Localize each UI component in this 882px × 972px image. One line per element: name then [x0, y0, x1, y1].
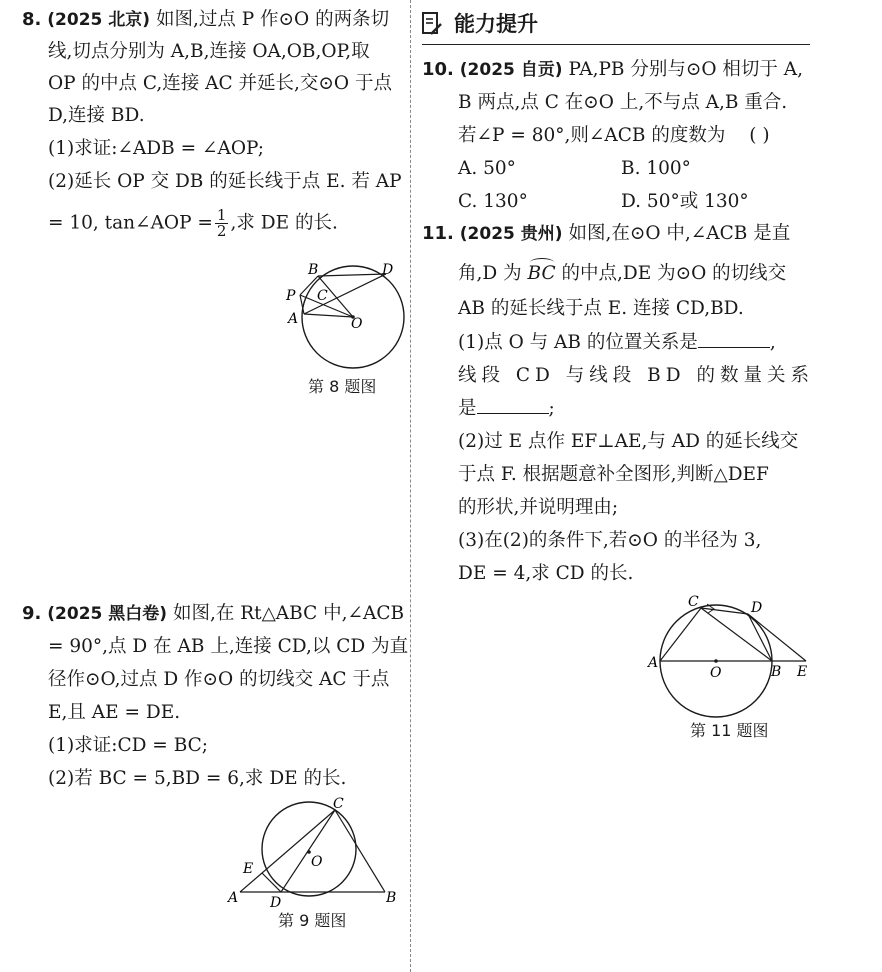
- q8-fraction: [215, 208, 229, 239]
- q9-label-E: E: [243, 861, 254, 877]
- q8-fraction-numerator: 1: [216, 206, 227, 224]
- q8-label-D: D: [382, 262, 394, 278]
- q9-label-C: C: [333, 796, 344, 812]
- q10-line-2: B 两点,点 C 在⊙O 上,不与点 A,B 重合.: [458, 92, 788, 113]
- q9-label-O: O: [311, 854, 323, 870]
- q8-number: 8.: [22, 9, 42, 30]
- q10-option-D: D. 50°或 130°: [621, 191, 749, 212]
- section-header: [422, 6, 810, 42]
- q8-label-B: B: [308, 262, 319, 278]
- q8-line-1: [22, 8, 389, 32]
- q11-text-4: (1)点 O 与 AB 的位置关系是: [458, 332, 698, 353]
- q11-text-4-end: ,: [769, 332, 776, 353]
- q9-line-1: [22, 602, 404, 626]
- q11-text-6: 是: [458, 398, 477, 419]
- q11-line-7: (2)过 E 点作 EF⊥AE,与 AD 的延长线交: [458, 431, 799, 452]
- q11-text-2-pre: 角,D 为: [458, 263, 522, 284]
- q11-blank-1[interactable]: [698, 331, 770, 348]
- q9-source: (2025 黑白卷): [47, 604, 168, 624]
- q11-label-D: D: [751, 600, 763, 616]
- q11-text-2-post: 的中点,DE 为⊙O 的切线交: [561, 263, 787, 284]
- q8-label-A: A: [288, 311, 299, 327]
- q11-text-6-end: ;: [548, 398, 555, 419]
- q9-line-3: 径作⊙O,过点 D 作⊙O 的切线交 AC 于点: [48, 669, 390, 690]
- q9-figure: [225, 795, 405, 910]
- q8-text-1: 如图,过点 P 作⊙O 的两条切: [155, 9, 390, 30]
- notebook-pen-icon: [422, 12, 442, 36]
- q11-caption: 第 11 题图: [690, 721, 769, 740]
- q11-arc-BC: BC: [527, 263, 556, 284]
- q11-source: (2025 贵州): [459, 224, 563, 244]
- q8-part-2b-post: ,求 DE 的长.: [230, 212, 338, 234]
- q11-blank-2[interactable]: [477, 397, 549, 414]
- q8-line-2: 线,切点分别为 A,B,连接 OA,OB,OP,取: [48, 41, 370, 62]
- q9-text-1: 如图,在 Rt△ABC 中,∠ACB: [172, 603, 405, 624]
- q8-line-4: D,连接 BD.: [48, 105, 145, 126]
- q11-label-C: C: [688, 594, 699, 610]
- q10-option-C: C. 130°: [458, 191, 528, 212]
- q8-part-2b-pre: = 10, tan∠AOP =: [48, 212, 213, 234]
- q11-line-6: [458, 397, 555, 421]
- q9-seg-AC: [240, 810, 335, 892]
- q9-line-2: = 90°,点 D 在 AB 上,连接 CD,以 CD 为直: [48, 636, 409, 657]
- q11-figure: [645, 590, 815, 720]
- q8-line-3: OP 的中点 C,连接 AC 并延长,交⊙O 于点: [48, 73, 392, 94]
- q8-caption: 第 8 题图: [308, 377, 377, 396]
- q8-label-P: P: [286, 288, 296, 304]
- q11-line-11: DE = 4,求 CD 的长.: [458, 563, 634, 584]
- q8-fraction-denominator: 2: [216, 222, 227, 240]
- q9-seg-DE: [262, 873, 281, 892]
- q10-answer-bracket: ( ): [749, 125, 770, 146]
- q11-label-B: B: [771, 664, 782, 680]
- q11-line-8: 于点 F. 根据题意补全图形,判断△DEF: [458, 464, 769, 485]
- q10-line-3: [458, 124, 770, 148]
- q11-seg-DE: [748, 614, 806, 661]
- q9-label-B: B: [386, 890, 397, 906]
- q8-part-2b: [48, 208, 338, 239]
- q11-number: 11.: [422, 223, 454, 244]
- q11-line-9: 的形状,并说明理由;: [458, 497, 619, 518]
- section-title: 能力提升: [454, 12, 538, 36]
- q9-number: 9.: [22, 603, 42, 624]
- q9-part-1: (1)求证:CD = BC;: [48, 735, 209, 756]
- q10-text-1: PA,PB 分别与⊙O 相切于 A,: [568, 59, 804, 80]
- q9-label-A: A: [228, 890, 239, 906]
- q11-line-1: [422, 222, 790, 246]
- q9-seg-CB: [335, 810, 385, 892]
- q11-text-1: 如图,在⊙O 中,∠ACB 是直: [568, 223, 791, 244]
- q11-label-A: A: [648, 655, 659, 671]
- q9-label-D: D: [270, 895, 282, 910]
- column-divider: [410, 0, 411, 972]
- q11-line-10: (3)在(2)的条件下,若⊙O 的半径为 3,: [458, 530, 762, 551]
- q11-line-2: [458, 262, 786, 286]
- section-rule: [422, 44, 810, 45]
- q8-label-C: C: [317, 288, 328, 304]
- q9-caption: 第 9 题图: [278, 911, 347, 930]
- q10-text-3: 若∠P = 80°,则∠ACB 的度数为: [458, 125, 726, 146]
- q9-line-4: E,且 AE = DE.: [48, 702, 181, 723]
- q11-label-O: O: [710, 665, 722, 681]
- q8-figure: [280, 258, 410, 378]
- q10-number: 10.: [422, 59, 454, 80]
- q11-line-4: [458, 331, 776, 355]
- q11-seg-DB: [748, 614, 772, 661]
- q8-source: (2025 北京): [47, 10, 151, 30]
- q8-seg-BD: [318, 274, 386, 276]
- q8-label-O: O: [351, 316, 363, 332]
- q11-point-O: [714, 659, 718, 663]
- q10-option-B: B. 100°: [621, 158, 691, 179]
- q8-part-2a: (2)延长 OP 交 DB 的延长线于点 E. 若 AP: [48, 171, 402, 192]
- q10-line-1: [422, 58, 803, 82]
- q11-line-5: 线段 CD 与线段 BD 的数量关系: [458, 365, 814, 386]
- q10-source: (2025 自贡): [459, 60, 563, 80]
- q9-part-2: (2)若 BC = 5,BD = 6,求 DE 的长.: [48, 768, 347, 789]
- q10-option-A: A. 50°: [458, 158, 516, 179]
- q11-label-E: E: [797, 664, 808, 680]
- q8-part-1: (1)求证:∠ADB = ∠AOP;: [48, 138, 265, 159]
- q11-line-3: AB 的延长线于点 E. 连接 CD,BD.: [458, 298, 744, 319]
